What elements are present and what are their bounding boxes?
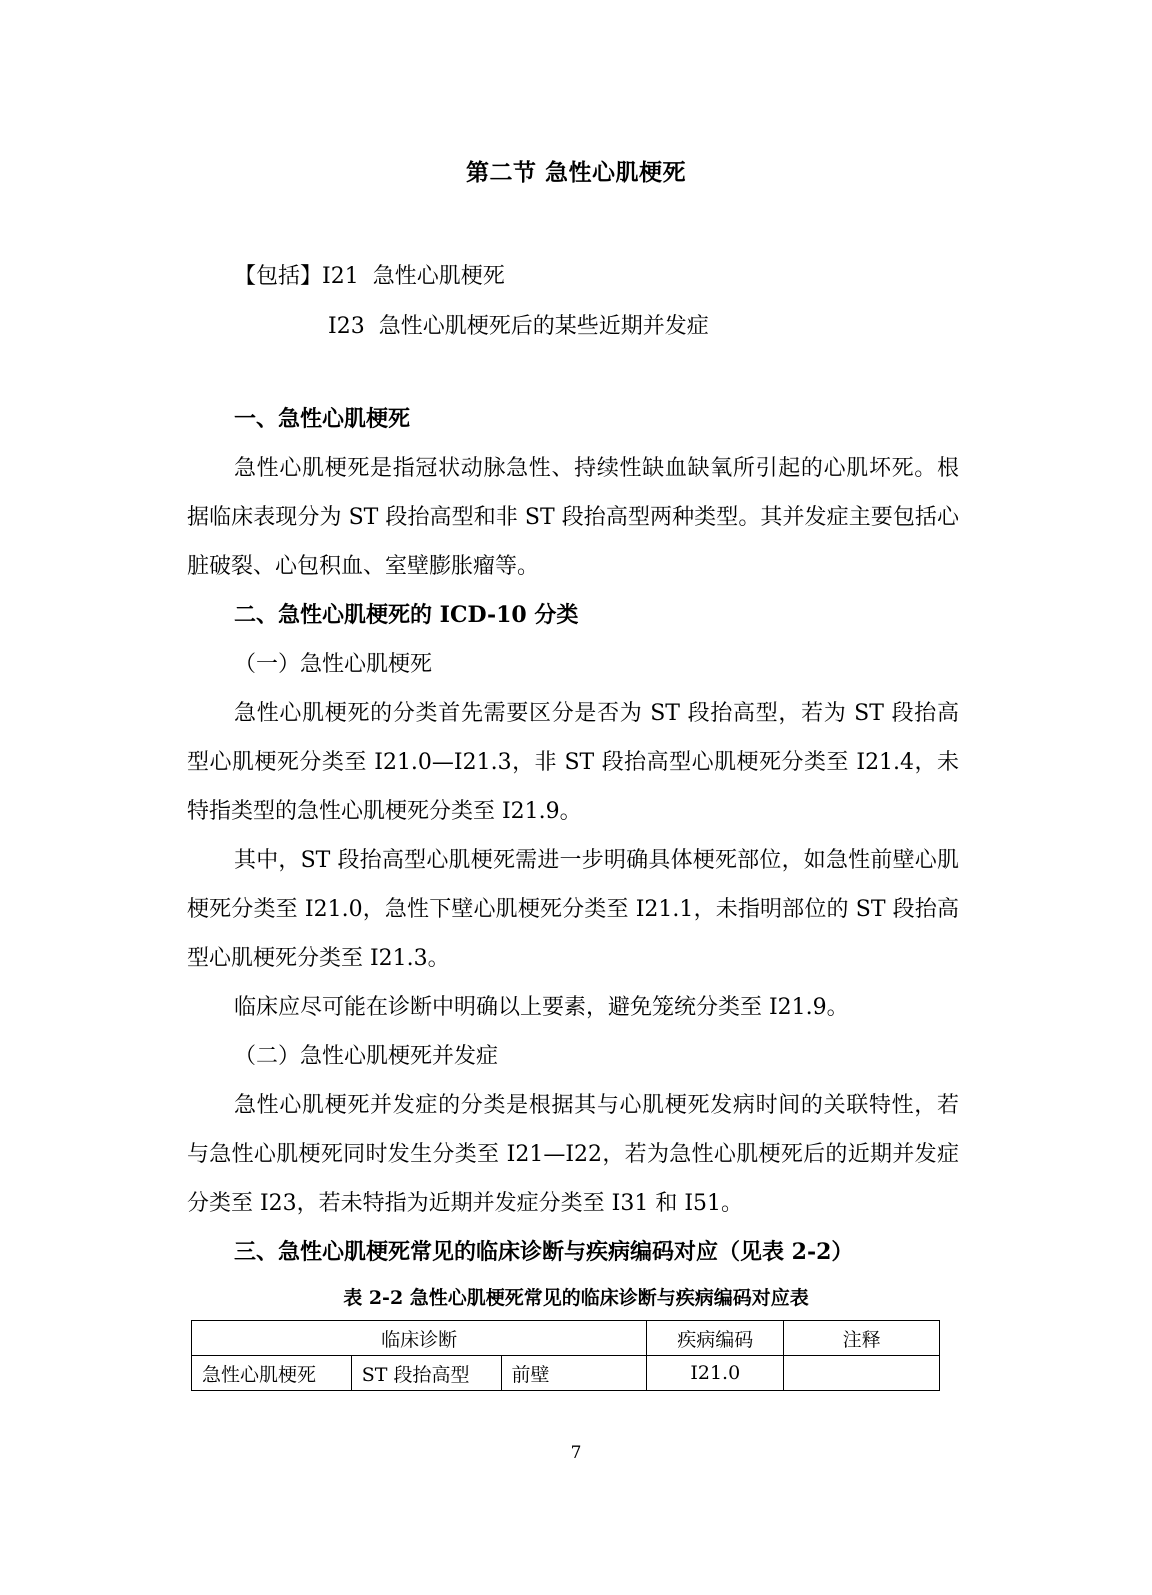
cell-note: [784, 1356, 940, 1391]
paragraph: 急性心肌梗死并发症的分类是根据其与心肌梗死发病时间的关联特性，若与急性心肌梗死同时发生分类至 I21—I22，若为急性心肌梗死后的近期并发症分类至 I23，若未特指为近期并发症分类至 I31 和 I51。: [187, 1093, 959, 1216]
body-text: [187, 395, 959, 1277]
table-header-row: [192, 1321, 940, 1356]
paragraph: 急性心肌梗死的分类首先需要区分是否为 ST 段抬高型，若为 ST 段抬高型心肌梗死分类至 I21.0—I21.3，非 ST 段抬高型心肌梗死分类至 I21.4，未特指类型的急性心肌梗死分类至 I21.9。: [187, 701, 959, 824]
subsection-heading: （二）急性心肌梗死并发症: [234, 1044, 499, 1069]
diagnosis-code-table: [191, 1320, 940, 1391]
paragraph: 其中，ST 段抬高型心肌梗死需进一步明确具体梗死部位，如急性前壁心肌梗死分类至 I21.0，急性下壁心肌梗死分类至 I21.1，未指明部位的 ST 段抬高型心肌梗死分类至 I21.3。: [187, 848, 959, 971]
includes-block: [234, 252, 709, 352]
section-title: 第二节 急性心肌梗死: [465, 159, 686, 186]
cell-code: I21.0: [647, 1356, 784, 1391]
cell-site: 前壁: [501, 1356, 647, 1391]
section-heading: 三、急性心肌梗死常见的临床诊断与疾病编码对应（见表 2-2）: [234, 1239, 854, 1265]
includes-code: I21: [322, 264, 359, 289]
includes-desc: 急性心肌梗死: [372, 264, 505, 289]
header-code: 疾病编码: [647, 1321, 784, 1356]
includes-row: [234, 252, 709, 302]
cell-type: ST 段抬高型: [351, 1356, 501, 1391]
includes-code: I23: [328, 314, 365, 339]
cell-diagnosis: 急性心肌梗死: [192, 1356, 352, 1391]
page-number: 7: [570, 1443, 582, 1463]
paragraph: 临床应尽可能在诊断中明确以上要素，避免笼统分类至 I21.9。: [234, 995, 849, 1020]
section-heading: 二、急性心肌梗死的 ICD-10 分类: [234, 602, 579, 628]
subsection-heading: （一）急性心肌梗死: [234, 652, 433, 677]
table-caption: 表 2-2 急性心肌梗死常见的临床诊断与疾病编码对应表: [343, 1287, 809, 1309]
includes-row: [234, 302, 709, 352]
header-note: 注释: [784, 1321, 940, 1356]
paragraph: 急性心肌梗死是指冠状动脉急性、持续性缺血缺氧所引起的心肌坏死。根据临床表现分为 ST 段抬高型和非 ST 段抬高型两种类型。其并发症主要包括心脏破裂、心包积血、室壁膨胀瘤等。: [187, 456, 959, 579]
section-heading: 一、急性心肌梗死: [234, 406, 411, 432]
header-diagnosis: 临床诊断: [192, 1321, 647, 1356]
includes-label: 【包括】: [234, 264, 323, 289]
table-row: [192, 1356, 940, 1391]
includes-desc: 急性心肌梗死后的某些近期并发症: [378, 314, 709, 339]
